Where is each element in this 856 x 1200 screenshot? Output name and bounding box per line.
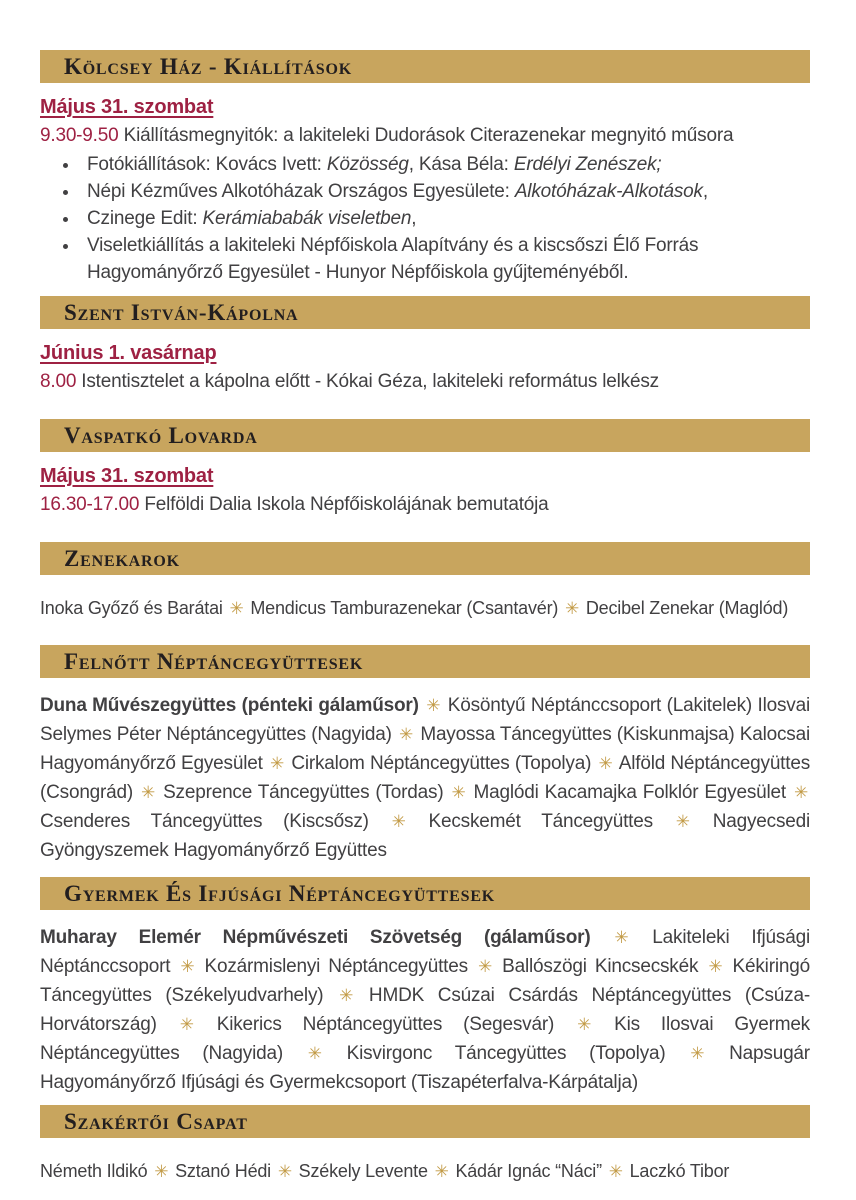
event-description: Felföldi Dalia Iskola Népfőiskolájának bemutatója: [144, 494, 549, 515]
text-segment-italic: Közösség: [326, 154, 409, 175]
star-separator-icon: ✳: [339, 986, 354, 1005]
band-list: [40, 595, 810, 622]
list-entry: Csenderes Táncegyüttes (Kiscsősz): [40, 811, 369, 832]
event-date: Május 31. szombat: [40, 465, 214, 487]
list-entry: Kis Ilosvai Gyermek Néptáncegyüttes (Nagyida): [40, 1014, 810, 1064]
section-szakertoi-csapat: [40, 1105, 810, 1185]
star-separator-icon: ✳: [391, 812, 406, 831]
star-separator-icon: ✳: [399, 725, 414, 744]
list-entry: Duna Művészegyüttes (pénteki gálaműsor): [40, 695, 419, 716]
star-separator-icon: ✳: [478, 957, 493, 976]
list-entry: Mayossa Táncegyüttes (Kiskunmajsa): [420, 724, 735, 745]
event-time: 9.30-9.50: [40, 125, 119, 146]
text-segment-italic: Alkotóházak-Alkotások: [514, 181, 703, 202]
list-entry: Decibel Zenekar (Maglód): [585, 598, 789, 618]
list-entry: Kecskemét Táncegyüttes: [428, 811, 653, 832]
adult-ensemble-list: [40, 691, 810, 865]
star-separator-icon: ✳: [269, 754, 285, 773]
event-time: 8.00: [40, 371, 77, 392]
text-segment: , Kása Béla:: [408, 154, 514, 175]
section-felnott-neptancegyuttesek: [40, 645, 810, 865]
exhibition-item: [80, 151, 810, 178]
section-header-felnott: [40, 645, 810, 678]
section-header-lovarda: [40, 419, 810, 452]
text-segment: ,: [411, 208, 417, 229]
star-separator-icon: ✳: [598, 754, 613, 773]
text-segment: Népi Kézműves Alkotóházak Országos Egyesülete:: [87, 181, 515, 202]
star-separator-icon: ✳: [307, 1044, 322, 1063]
section-header-kapolna: [40, 296, 810, 329]
star-separator-icon: ✳: [426, 696, 441, 715]
list-entry: Kösöntyű Néptánccsoport (Lakitelek): [447, 695, 753, 716]
section-title: Kölcsey Ház - Kiállítások: [64, 53, 352, 79]
section-header-szakertoi: [40, 1105, 810, 1138]
section-title: Gyermek És Ifjúsági Néptáncegyüttesek: [64, 880, 496, 906]
section-title: Szent István-Kápolna: [64, 299, 299, 325]
star-separator-icon: ✳: [180, 957, 195, 976]
event-line: [40, 491, 810, 518]
text-segment-italic: Erdélyi Zenészek;: [513, 154, 662, 175]
list-entry: Kikerics Néptáncegyüttes (Segesvár): [216, 1014, 555, 1035]
event-description: Istentisztelet a kápolna előtt - Kókai Géza, lakiteleki református lelkész: [81, 371, 659, 392]
list-entry: HMDK Csúzai Csárdás Néptáncegyüttes (Csúza-Horvátország): [40, 985, 810, 1035]
star-separator-icon: ✳: [565, 599, 580, 618]
event-line: [40, 368, 810, 395]
list-entry: Ballószögi Kincsecskék: [502, 956, 699, 977]
star-separator-icon: ✳: [451, 783, 466, 802]
list-entry: Cirkalom Néptáncegyüttes (Topolya): [291, 753, 592, 774]
list-entry: Szeprence Táncegyüttes (Tordas): [163, 782, 444, 803]
list-entry: Kisvirgonc Táncegyüttes (Topolya): [346, 1043, 666, 1064]
text-segment: Czinege Edit:: [87, 208, 203, 229]
star-separator-icon: ✳: [708, 957, 723, 976]
section-header-kolcsey-haz: [40, 50, 810, 83]
event-description: Kiállításmegnyitók: a lakiteleki Dudorások Citerazenekar megnyitó műsora: [123, 125, 734, 146]
list-entry: Lakiteleki Ifjúsági Néptánccsoport: [40, 927, 810, 977]
text-segment-italic: Kerámiababák viseletben: [202, 208, 412, 229]
star-separator-icon: ✳: [608, 1162, 623, 1181]
list-entry: Inoka Győző és Barátai: [40, 598, 223, 618]
list-entry: Székely Levente: [298, 1161, 428, 1181]
list-entry: Laczkó Tibor: [629, 1161, 730, 1181]
list-entry: Sztanó Hédi: [175, 1161, 271, 1181]
section-szent-istvan-kapolna: [40, 296, 810, 395]
event-line: [40, 122, 810, 149]
list-entry: Nagyecsedi Gyöngyszemek Hagyományőrző Együttes: [40, 811, 810, 861]
star-separator-icon: ✳: [141, 783, 156, 802]
list-entry: Kozármislenyi Néptáncegyüttes: [204, 956, 468, 977]
section-zenekarok: [40, 542, 810, 622]
exhibition-list: [40, 151, 810, 286]
exhibition-item: [80, 205, 810, 232]
list-entry: Kádár Ignác “Náci”: [455, 1161, 602, 1181]
text-segment: ,: [702, 181, 708, 202]
youth-ensemble-list: [40, 923, 810, 1097]
star-separator-icon: ✳: [793, 783, 808, 802]
star-separator-icon: ✳: [154, 1162, 169, 1181]
section-title: Felnőtt Néptáncegyüttesek: [64, 648, 364, 674]
list-entry: Ilosvai Selymes Péter Néptáncegyüttes (Nagyida): [40, 695, 810, 745]
expert-list: [40, 1158, 810, 1185]
list-entry: Kalocsai Hagyományőrző Egyesület: [40, 724, 810, 774]
list-entry: Németh Ildikó: [40, 1161, 148, 1181]
star-separator-icon: ✳: [229, 599, 244, 618]
list-entry: Alföld Néptáncegyüttes (Csongrád): [40, 753, 811, 803]
star-separator-icon: ✳: [434, 1162, 449, 1181]
exhibition-item: [80, 178, 810, 205]
section-header-gyermek: [40, 877, 810, 910]
star-separator-icon: ✳: [614, 928, 629, 947]
exhibition-item: [80, 232, 810, 286]
list-entry: Napsugár Hagyományőrző Ifjúsági és Gyermekcsoport (Tiszapéterfalva-Kárpátalja): [40, 1043, 810, 1093]
star-separator-icon: ✳: [577, 1015, 592, 1034]
section-kolcsey-haz: [40, 50, 810, 286]
list-entry: Muharay Elemér Népművészeti Szövetség (gálaműsor): [40, 927, 591, 948]
star-separator-icon: ✳: [179, 1015, 194, 1034]
star-separator-icon: ✳: [277, 1162, 292, 1181]
event-time: 16.30-17.00: [40, 494, 140, 515]
list-entry: Kékiringó Táncegyüttes (Székelyudvarhely): [40, 956, 810, 1006]
text-segment: Fotókiállítások: Kovács Ivett:: [87, 154, 327, 175]
section-vaspatko-lovarda: [40, 419, 810, 518]
section-gyermek-neptancegyuttesek: [40, 877, 810, 1097]
text-segment: Viseletkiállítás a lakiteleki Népfőiskola Alapítvány és a kiscsőszi Élő Forrás Hagyományőrző Egyesület - Hunyor Népfőiskola gyűjteményéből.: [87, 235, 699, 283]
list-entry: Mendicus Tamburazenekar (Csantavér): [250, 598, 559, 618]
section-title: Zenekarok: [64, 545, 180, 571]
section-header-zenekarok: [40, 542, 810, 575]
star-separator-icon: ✳: [675, 812, 690, 831]
star-separator-icon: ✳: [690, 1044, 705, 1063]
list-entry: Maglódi Kacamajka Folklór Egyesület: [473, 782, 786, 803]
section-title: Szakértői Csapat: [64, 1108, 248, 1134]
section-title: Vaspatkó Lovarda: [64, 422, 258, 448]
event-date: Június 1. vasárnap: [40, 342, 217, 364]
event-date: Május 31. szombat: [40, 96, 214, 118]
